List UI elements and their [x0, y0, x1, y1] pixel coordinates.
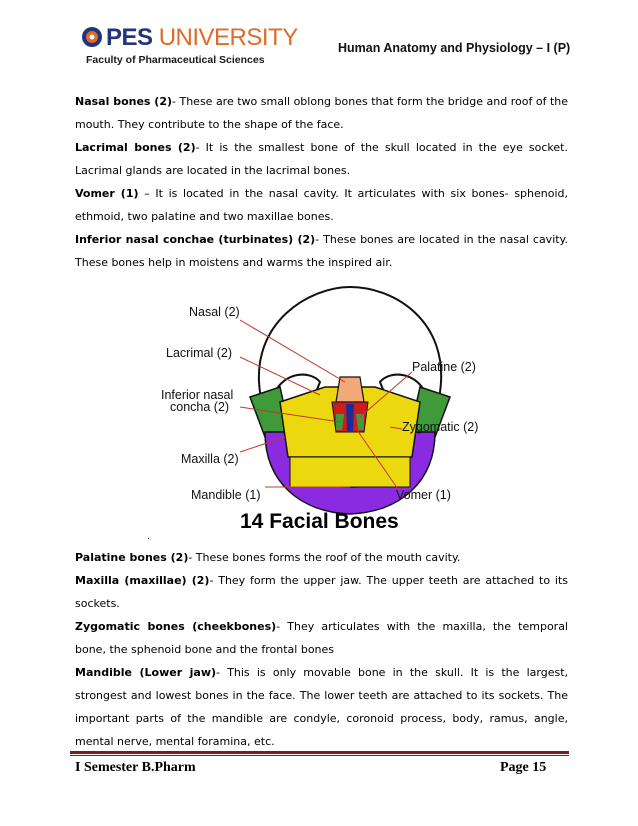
- paragraph-inferior-conchae: Inferior nasal conchae (turbinates) (2)- These bones are located in the nasal cavity. These bones help in moistens and warms the inspired air.: [75, 233, 568, 269]
- label-palatine: Palatine (2): [412, 360, 476, 374]
- bone-descriptions-top: [75, 90, 568, 274]
- paragraph-lacrimal: Lacrimal bones (2)- It is the smallest bone of the skull located in the eye socket. Lacrimal glands are located in the lacrimal bones.: [75, 141, 568, 177]
- course-title: Human Anatomy and Physiology – I (P): [338, 41, 571, 55]
- footer-rule-thick: [70, 751, 569, 754]
- logo-text: PES UNIVERSITY: [106, 24, 298, 51]
- label-inferior-nasal: Inferior nasal: [161, 388, 234, 402]
- paragraph-mandible: Mandible (Lower jaw)- This is only movable bone in the skull. It is the largest, strongest and lowest bones in the face. The lower teeth are attached to its sockets. The important parts of the mandible are condyle, coronoid process, body, ramus, angle, mental nerve, mental foramina, etc.: [75, 666, 568, 748]
- label-zygomatic: Zygomatic (2): [402, 420, 479, 434]
- paragraph-vomer: Vomer (1) – It is located in the nasal cavity. It articulates with six bones- sphenoid, ethmoid, two palatine and two maxillae bones.: [75, 187, 569, 223]
- bone-descriptions-bottom: [75, 546, 568, 753]
- paragraph-zygomatic: Zygomatic bones (cheekbones)- They articulates with the maxilla, the temporal bone, the sphenoid bone and the frontal bones: [75, 620, 568, 656]
- label-inferior-concha: concha (2): [170, 400, 230, 414]
- footer-semester: I Semester B.Pharm: [75, 760, 196, 775]
- label-mandible: Mandible (1): [191, 488, 261, 502]
- figure-caption: 14 Facial Bones: [240, 510, 399, 533]
- paragraph-nasal: Nasal bones (2)- These are two small oblong bones that form the bridge and roof of the mouth. They contribute to the shape of the face.: [75, 95, 568, 131]
- label-lacrimal: Lacrimal (2): [166, 346, 232, 360]
- figure-dot: .: [147, 530, 151, 542]
- label-nasal: Nasal (2): [189, 305, 240, 319]
- label-vomer: Vomer (1): [396, 488, 451, 502]
- label-maxilla: Maxilla (2): [181, 452, 239, 466]
- paragraph-palatine: Palatine bones (2)- These bones forms the roof of the mouth cavity.: [75, 551, 461, 564]
- faculty-name: Faculty of Pharmaceutical Sciences: [86, 54, 265, 66]
- page-number: Page 15: [500, 760, 547, 775]
- paragraph-maxilla: Maxilla (maxillae) (2)- They form the upper jaw. The upper teeth are attached to its sockets.: [75, 574, 568, 610]
- facial-bones-figure: [150, 282, 490, 542]
- footer-rule-thin: [70, 755, 569, 756]
- page-header: [0, 0, 638, 80]
